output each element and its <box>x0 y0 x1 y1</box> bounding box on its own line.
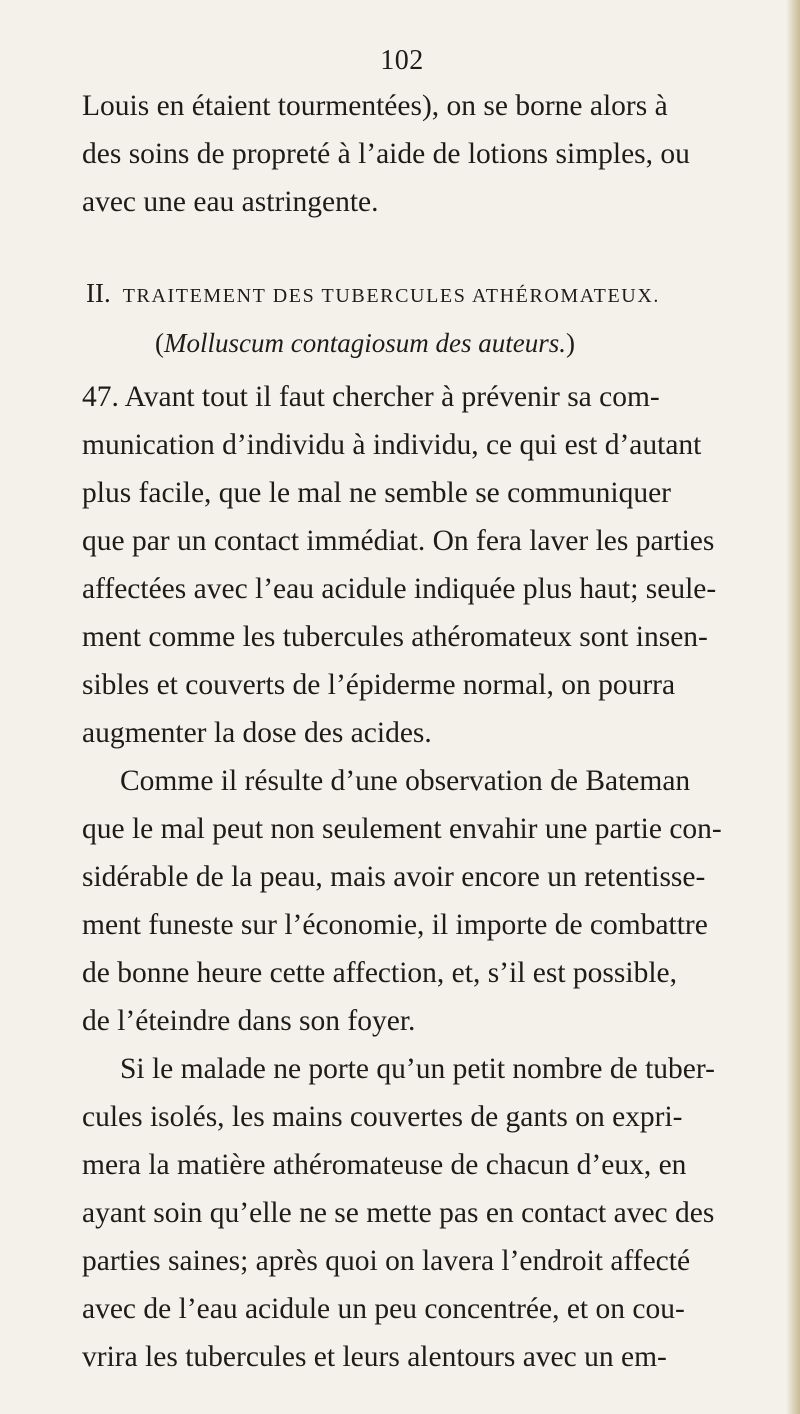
text-line: que le mal peut non seulement envahir une partie con- <box>82 813 722 845</box>
text-line: ment comme les tubercules athéromateux sont insen- <box>82 621 708 653</box>
subheading-close-paren: ) <box>565 328 575 358</box>
text-line: plus facile, que le mal ne semble se communiquer <box>82 477 671 509</box>
text-line: affectées avec l’eau acidule indiquée plus haut; seule- <box>82 573 717 605</box>
text-line: ayant soin qu’elle ne se mette pas en contact avec des <box>82 1197 715 1229</box>
section-first-line-text: Avant tout il faut chercher à prévenir sa com- <box>124 381 660 413</box>
text-line: avec de l’eau acidule un peu concentrée, et on cou- <box>82 1293 685 1325</box>
text-line: augmenter la dose des acides. <box>82 717 432 749</box>
section-first-line <box>82 377 660 417</box>
section-heading <box>86 278 660 311</box>
heading-text: TRAITEMENT DES TUBERCULES ATHÉROMATEUX. <box>122 285 660 307</box>
text-line: parties saines; après quoi on lavera l’endroit affecté <box>82 1245 691 1277</box>
heading-number: II. <box>86 278 111 308</box>
text-line: que par un contact immédiat. On fera laver les parties <box>82 525 715 557</box>
paragraph-first-line: Si le malade ne porte qu’un petit nombre de tuber- <box>120 1053 715 1085</box>
section-number: 47. <box>82 381 119 413</box>
page-edge-shadow <box>786 0 800 1414</box>
text-line: des soins de propreté à l’aide de lotions simples, ou <box>82 138 690 170</box>
subheading-text: Molluscum contagiosum des auteurs. <box>164 328 566 358</box>
text-line: vrira les tubercules et leurs alentours avec un em- <box>82 1341 667 1373</box>
text-line: cules isolés, les mains couvertes de gants on expri- <box>82 1101 683 1133</box>
section-subheading <box>155 324 575 362</box>
text-line: avec une eau astringente. <box>82 186 379 218</box>
text-line: sidérable de la peau, mais avoir encore un retentisse- <box>82 861 706 893</box>
text-line: Louis en étaient tourmentées), on se borne alors à <box>82 90 668 122</box>
text-line: mera la matière athéromateuse de chacun d’eux, en <box>82 1149 687 1181</box>
text-line: munication d’individu à individu, ce qui est d’autant <box>82 429 702 461</box>
subheading-open-paren: ( <box>155 328 164 358</box>
text-line: de bonne heure cette affection, et, s’il est possible, <box>82 957 677 989</box>
text-line: ment funeste sur l’économie, il importe de combattre <box>82 909 708 941</box>
text-line: sibles et couverts de l’épiderme normal, on pourra <box>82 669 676 701</box>
page-number: 102 <box>380 45 424 76</box>
paragraph-first-line: Comme il résulte d’une observation de Bateman <box>120 765 691 797</box>
text-line: de l’éteindre dans son foyer. <box>82 1005 416 1037</box>
